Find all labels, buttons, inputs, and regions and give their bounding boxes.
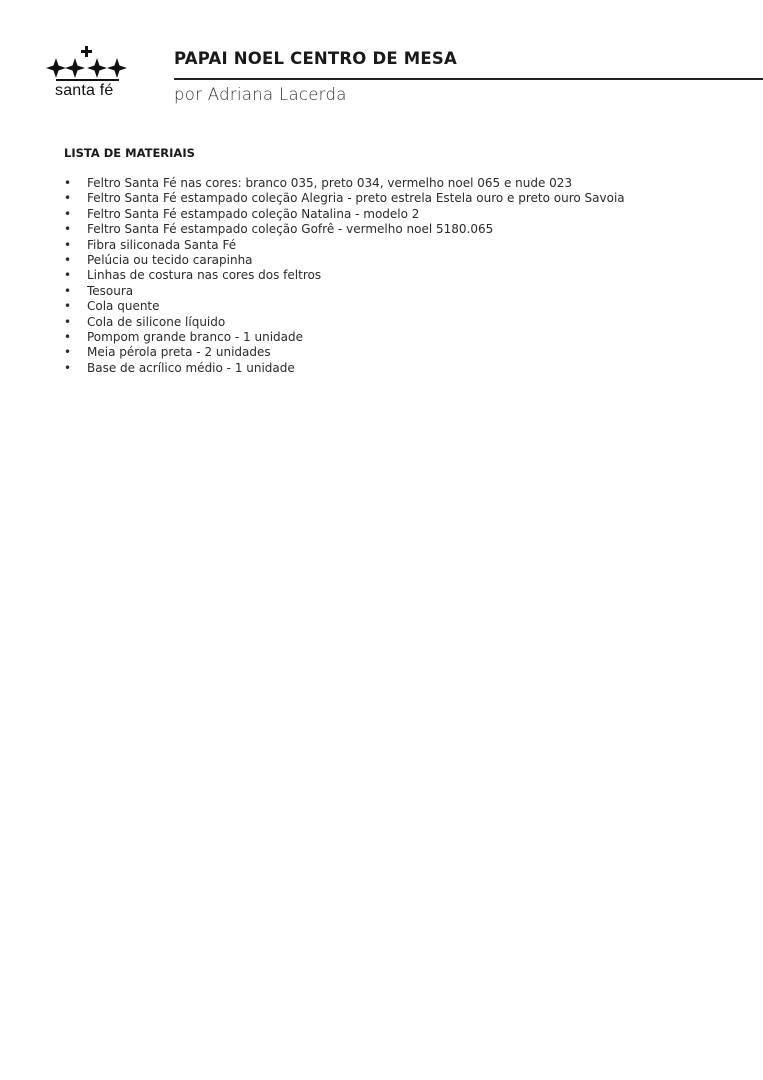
list-item: • Feltro Santa Fé estampado coleção Alegria - preto estrela Estela ouro e preto ouro Savoia: [64, 191, 634, 206]
list-item: • Feltro Santa Fé nas cores: branco 035, preto 034, vermelho noel 065 e nude 023: [64, 176, 634, 191]
page-title: PAPAI NOEL CENTRO DE MESA: [174, 49, 457, 68]
list-item: • Feltro Santa Fé estampado coleção Natalina - modelo 2: [64, 207, 634, 222]
list-item: • Pelúcia ou tecido carapinha: [64, 253, 634, 268]
list-item: • Cola quente: [64, 299, 634, 314]
header-divider: [174, 78, 763, 80]
list-item: • Linhas de costura nas cores dos feltros: [64, 268, 634, 283]
materials-list: [64, 176, 634, 376]
list-item: • Base de acrílico médio - 1 unidade: [64, 361, 634, 376]
materials-heading: LISTA DE MATERIAIS: [64, 146, 195, 160]
list-item: • Fibra siliconada Santa Fé: [64, 238, 634, 253]
list-item: • Meia pérola preta - 2 unidades: [64, 345, 634, 360]
santa-fe-logo: [44, 42, 134, 104]
author-byline: por Adriana Lacerda: [174, 85, 347, 104]
list-item: • Cola de silicone líquido: [64, 315, 634, 330]
list-item: • Tesoura: [64, 284, 634, 299]
logo-text: santa fé: [55, 82, 114, 99]
list-item: • Pompom grande branco - 1 unidade: [64, 330, 634, 345]
list-item: • Feltro Santa Fé estampado coleção Gofrê - vermelho noel 5180.065: [64, 222, 634, 237]
logo-stars-icon: [44, 42, 134, 84]
